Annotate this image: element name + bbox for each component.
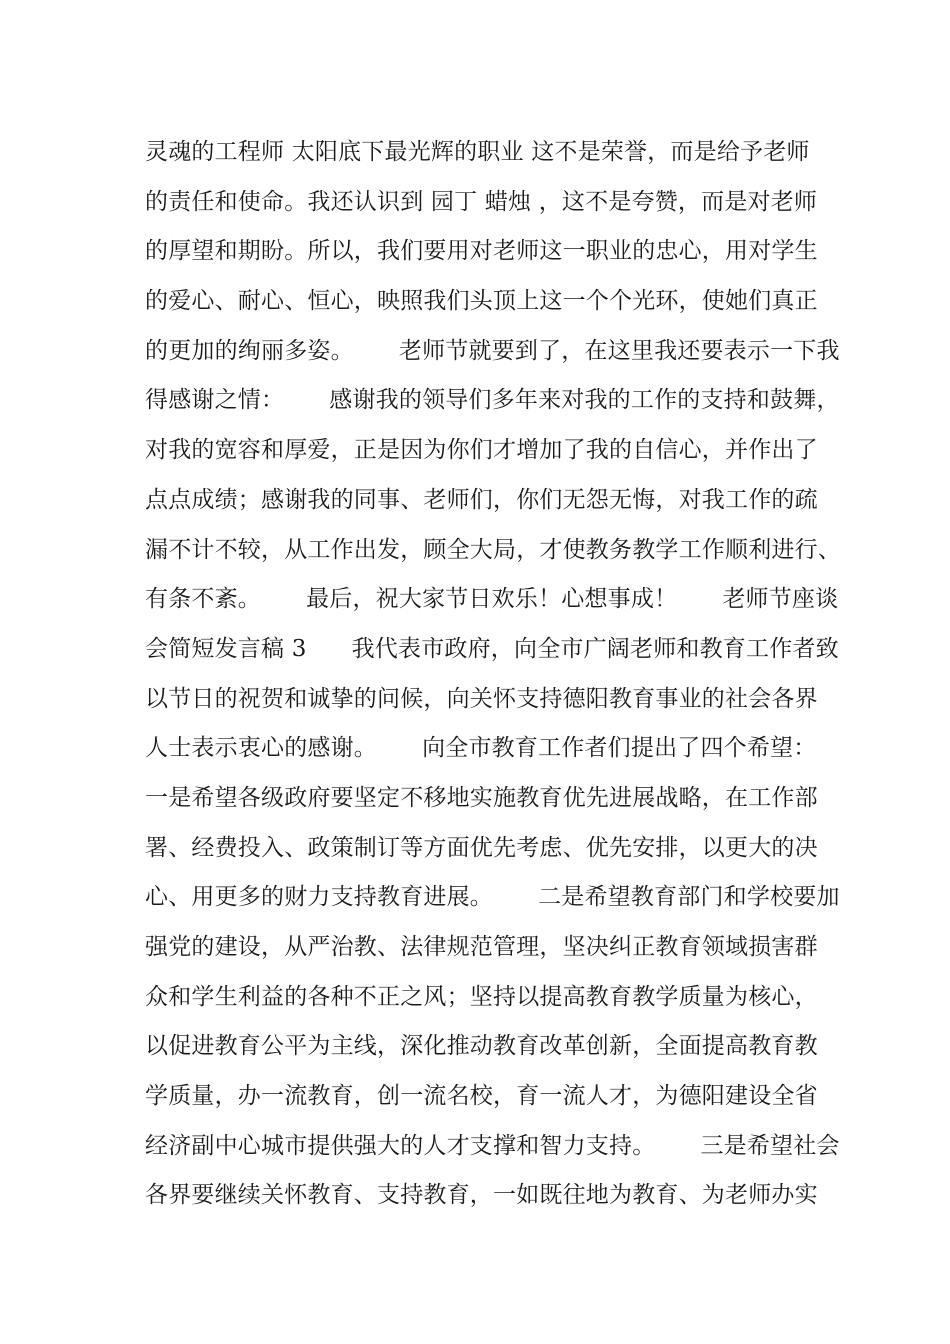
text-line: 点点成绩；感谢我的同事、老师们，你们无怨无悔，对我工作的疏 (145, 486, 818, 513)
text-line: 各界要继续关怀教育、支持教育，一如既往地为教育、为老师办实 (145, 1182, 818, 1209)
text-line: 心、用更多的财力支持教育进展。 二是希望教育部门和学校要加 (145, 884, 840, 911)
text-line: 的责任和使命。我还认识到 园丁 蜡烛 ，这不是夸赞，而是对老师 (145, 188, 818, 215)
text-line: 学质量，办一流教育，创一流名校，育一流人才，为德阳建设全省 (145, 1083, 818, 1110)
text-line: 的更加的绚丽多姿。 老师节就要到了，在这里我还要表示一下我 (145, 337, 840, 364)
text-line: 以促进教育公平为主线，深化推动教育改革创新，全面提高教育教 (145, 1033, 818, 1060)
text-line: 得感谢之情： 感谢我的领导们多年来对我的工作的支持和鼓舞， (145, 387, 840, 414)
text-line: 强党的建设，从严治教、法律规范管理，坚决纠正教育领域损害群 (145, 934, 818, 960)
text-line: 有条不紊。 最后，祝大家节日欢乐！心想事成！ 老师节座谈 (145, 586, 839, 613)
text-line: 以节日的祝贺和诚挚的问候，向关怀支持德阳教育事业的社会各界 (145, 685, 818, 712)
text-line: 署、经费投入、政策制订等方面优先考虑、优先安排，以更大的决 (145, 834, 818, 861)
text-line: 人士表示衷心的感谢。 向全市教育工作者们提出了四个希望： (145, 735, 817, 762)
text-line: 众和学生利益的各种不正之风；坚持以提高教育教学质量为核心， (145, 983, 818, 1010)
text-line: 的爱心、耐心、恒心，映照我们头顶上这一个个光环，使她们真正 (145, 288, 818, 315)
body-text (145, 128, 841, 1221)
text-line: 会简短发言稿 3 我代表市政府，向全市广阔老师和教育工作者致 (145, 635, 839, 662)
text-line: 漏不计不较，从工作出发，顾全大局，才使教务教学工作顺利进行、 (145, 536, 841, 563)
text-line: 一是希望各级政府要坚定不移地实施教育优先进展战略，在工作部 (145, 784, 818, 811)
text-line: 经济副中心城市提供强大的人才支撑和智力支持。 三是希望社会 (145, 1132, 840, 1159)
text-line: 的厚望和期盼。所以，我们要用对老师这一职业的忠心，用对学生 (145, 238, 818, 265)
text-line: 灵魂的工程师 太阳底下最光辉的职业 这不是荣誉，而是给予老师 (145, 139, 810, 165)
text-line: 对我的宽容和厚爱，正是因为你们才增加了我的自信心，并作出了 (145, 437, 818, 464)
